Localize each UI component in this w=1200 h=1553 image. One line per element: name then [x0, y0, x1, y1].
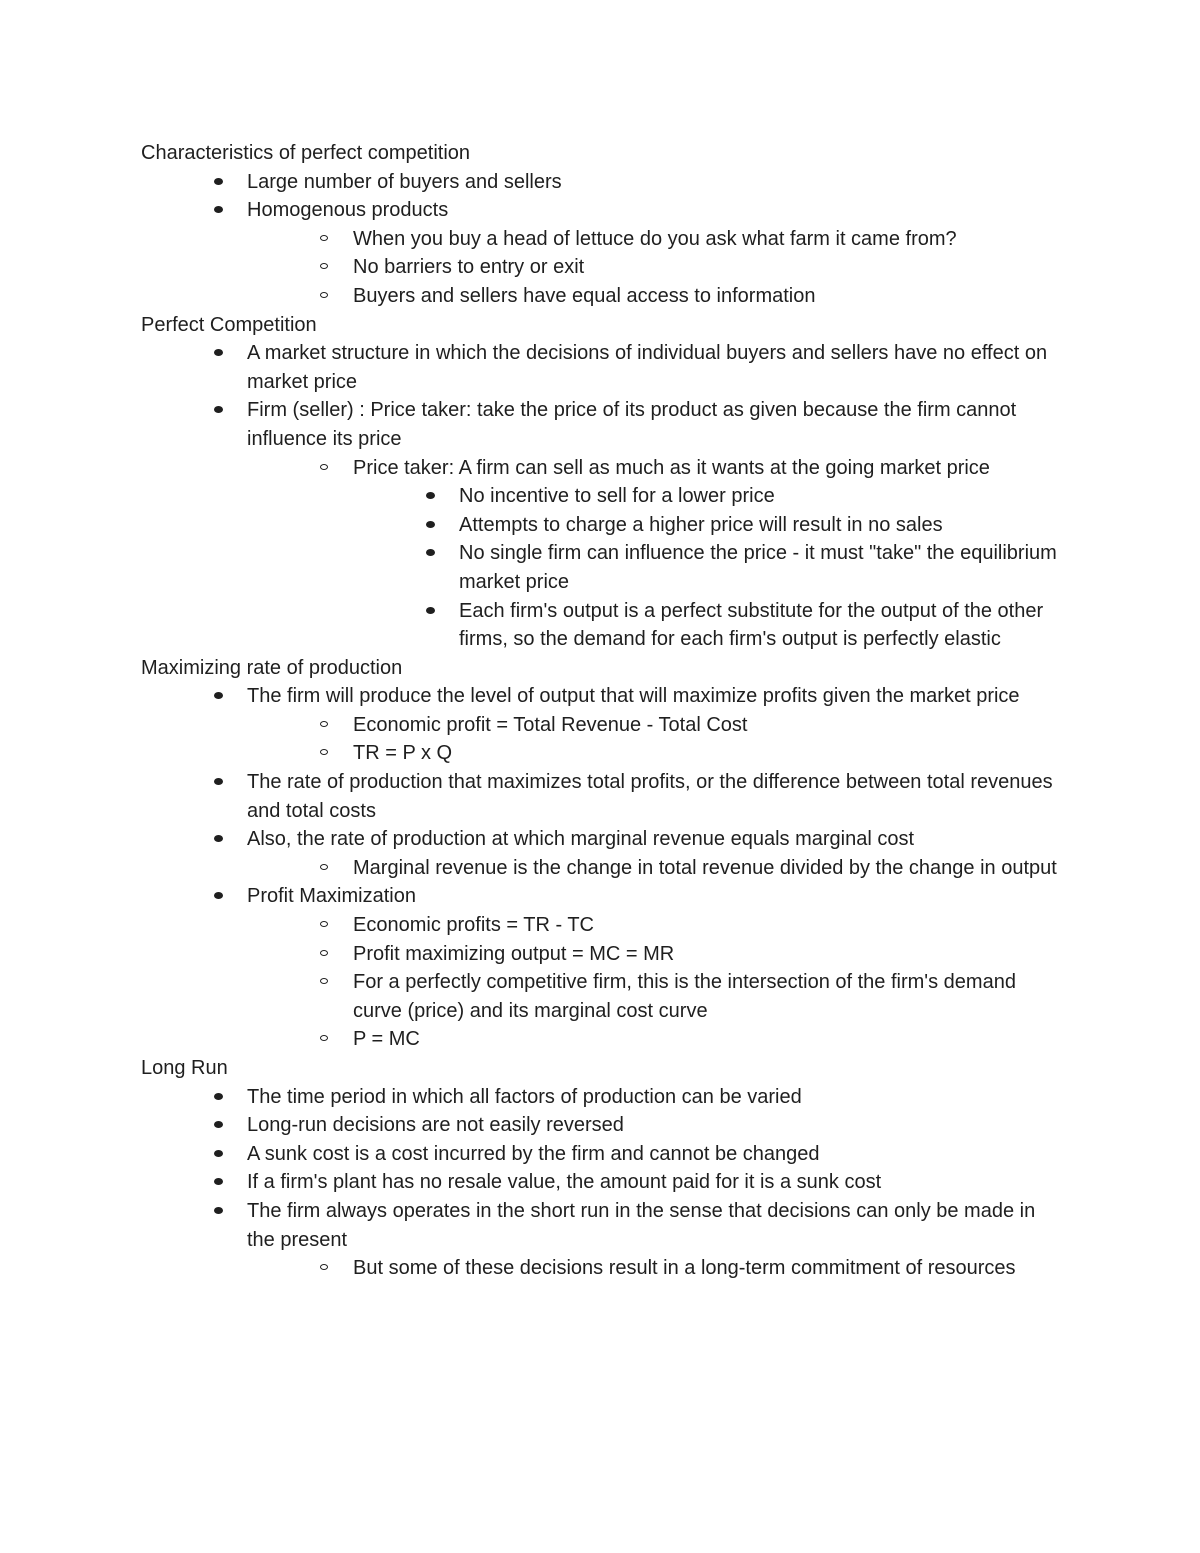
list-item [141, 882, 1061, 911]
section-heading: Maximizing rate of production [141, 656, 403, 679]
bullet-list [141, 168, 1061, 311]
list-item-text: Long-run decisions are not easily reversed [247, 1114, 624, 1137]
list-item-text: TR = P x Q [353, 742, 453, 765]
list-item-text: When you buy a head of lettuce do you ask what farm it came from? [353, 227, 957, 250]
list-item-text: Economic profit = Total Revenue - Total Cost [353, 713, 748, 736]
list-item [141, 711, 1061, 740]
filled-bullet-icon [426, 549, 435, 556]
list-item [141, 396, 1061, 453]
hollow-bullet-icon [320, 263, 328, 269]
list-item [141, 968, 1061, 1025]
list-item [141, 339, 1061, 396]
filled-bullet-icon [214, 406, 223, 413]
filled-bullet-icon [214, 892, 223, 899]
list-item-text: Profit maximizing output = MC = MR [353, 942, 675, 965]
list-item [141, 940, 1061, 969]
list-item [141, 682, 1061, 711]
bullet-list [141, 682, 1061, 1054]
list-item-text: A sunk cost is a cost incurred by the firm and cannot be changed [247, 1142, 820, 1165]
section-perfect-competition [141, 311, 1061, 654]
list-item-text: Also, the rate of production at which marginal revenue equals marginal cost [247, 828, 915, 851]
hollow-bullet-icon [320, 749, 328, 755]
list-item-text: Economic profits = TR - TC [353, 914, 594, 937]
list-item [141, 768, 1061, 825]
list-item [141, 597, 1061, 654]
filled-bullet-icon [214, 206, 223, 213]
list-item [141, 454, 1061, 483]
list-item-text: P = MC [353, 1028, 420, 1051]
list-item-text: The time period in which all factors of production can be varied [247, 1085, 802, 1108]
list-item [141, 1254, 1061, 1283]
list-item-text: Buyers and sellers have equal access to information [353, 284, 816, 307]
list-item [141, 282, 1061, 311]
filled-bullet-icon [214, 1150, 223, 1157]
list-item-text: If a firm's plant has no resale value, the amount paid for it is a sunk cost [247, 1171, 882, 1194]
list-item [141, 1140, 1061, 1169]
hollow-bullet-icon [320, 464, 328, 470]
list-item-text: Homogenous products [247, 199, 449, 222]
section-heading: Perfect Competition [141, 313, 317, 336]
filled-bullet-icon [214, 835, 223, 842]
list-item [141, 911, 1061, 940]
bullet-list [141, 339, 1061, 654]
section-long-run [141, 1054, 1061, 1283]
filled-bullet-icon [214, 1207, 223, 1214]
list-item [141, 225, 1061, 254]
list-item [141, 168, 1061, 197]
hollow-bullet-icon [320, 1035, 328, 1041]
list-item [141, 825, 1061, 854]
filled-bullet-icon [214, 1121, 223, 1128]
list-item-text: Attempts to charge a higher price will result in no sales [459, 513, 943, 536]
filled-bullet-icon [214, 778, 223, 785]
filled-bullet-icon [214, 178, 223, 185]
list-item [141, 1197, 1061, 1254]
hollow-bullet-icon [320, 1264, 328, 1270]
filled-bullet-icon [214, 1178, 223, 1185]
hollow-bullet-icon [320, 292, 328, 298]
list-item [141, 739, 1061, 768]
list-item [141, 1111, 1061, 1140]
hollow-bullet-icon [320, 721, 328, 727]
section-characteristics [141, 139, 1061, 311]
list-item [141, 1168, 1061, 1197]
list-item [141, 854, 1061, 883]
section-heading: Characteristics of perfect competition [141, 142, 471, 164]
filled-bullet-icon [214, 1093, 223, 1100]
hollow-bullet-icon [320, 950, 328, 956]
list-item-text: Profit Maximization [247, 885, 416, 908]
document-page [141, 139, 1061, 1283]
bullet-list [141, 1083, 1061, 1283]
hollow-bullet-icon [320, 978, 328, 984]
list-item-text: Marginal revenue is the change in total revenue divided by the change in output [353, 856, 1057, 879]
list-item [141, 539, 1061, 596]
list-item-text: No incentive to sell for a lower price [459, 485, 775, 508]
hollow-bullet-icon [320, 921, 328, 927]
list-item-text: Firm (seller) : Price taker: take the price of its product as given because the firm cannot influence its price [247, 399, 1017, 450]
list-item-text: No single firm can influence the price - it must "take" the equilibrium market price [459, 542, 1057, 593]
list-item-text: But some of these decisions result in a long-term commitment of resources [353, 1257, 1016, 1280]
filled-bullet-icon [214, 692, 223, 699]
list-item-text: Each firm's output is a perfect substitute for the output of the other firms, so the demand for each firm's output is perfectly elastic [459, 599, 1044, 651]
section-maximizing-production [141, 654, 1061, 1054]
list-item-text: A market structure in which the decisions of individual buyers and sellers have no effect on market price [247, 342, 1048, 393]
filled-bullet-icon [214, 349, 223, 356]
section-heading: Long Run [141, 1057, 228, 1079]
list-item-text: No barriers to entry or exit [353, 256, 585, 279]
list-item-text: The firm will produce the level of output that will maximize profits given the market price [247, 685, 1020, 708]
list-item-text: For a perfectly competitive firm, this is the intersection of the firm's demand curve (price) and its marginal cost curve [353, 971, 1016, 1022]
list-item [141, 482, 1061, 511]
filled-bullet-icon [426, 521, 435, 528]
list-item-text: The firm always operates in the short run in the sense that decisions can only be made in the present [247, 1199, 1036, 1251]
filled-bullet-icon [426, 607, 435, 614]
filled-bullet-icon [426, 492, 435, 499]
hollow-bullet-icon [320, 864, 328, 870]
list-item [141, 1083, 1061, 1112]
list-item-text: Large number of buyers and sellers [247, 170, 562, 193]
list-item-text: Price taker: A firm can sell as much as it wants at the going market price [353, 456, 990, 479]
list-item [141, 196, 1061, 225]
list-item-text: The rate of production that maximizes total profits, or the difference between total revenues and total costs [247, 771, 1053, 822]
list-item [141, 1025, 1061, 1054]
hollow-bullet-icon [320, 235, 328, 241]
list-item [141, 511, 1061, 540]
list-item [141, 253, 1061, 282]
